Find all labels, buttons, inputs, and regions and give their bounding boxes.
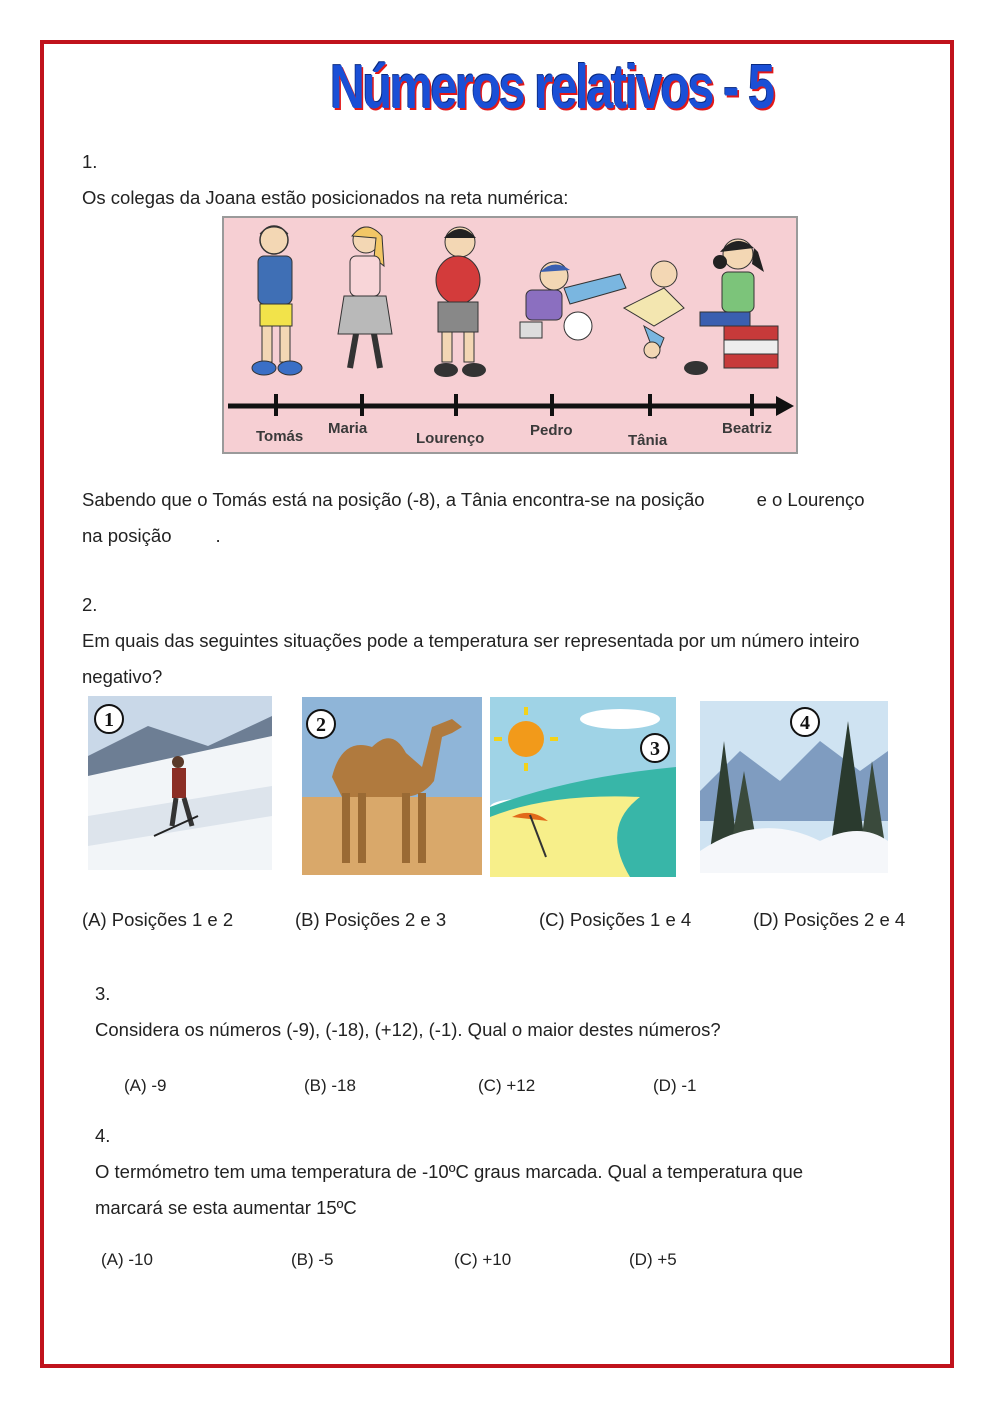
q1-statement-d: . — [215, 525, 221, 546]
q4-option-b[interactable]: (B) -5 — [291, 1250, 334, 1269]
q1-statement-line1 — [82, 482, 865, 518]
q4-number: 4. — [95, 1125, 111, 1146]
q3-option-b[interactable]: (B) -18 — [304, 1076, 356, 1095]
q2-option-b[interactable]: (B) Posições 2 e 3 — [295, 909, 447, 930]
badge-2: 2 — [306, 709, 336, 739]
q2-prompt-line2: negativo? — [82, 666, 163, 687]
badge-1: 1 — [94, 704, 124, 734]
label-tania: Tânia — [628, 432, 668, 449]
q3-prompt: Considera os números (-9), (-18), (+12), (-1). Qual o maior destes números? — [95, 1019, 721, 1040]
badge-3: 3 — [640, 733, 670, 763]
character-beatriz — [684, 239, 778, 375]
picture-beach — [490, 697, 676, 877]
q3-option-d[interactable]: (D) -1 — [653, 1076, 697, 1095]
q1-statement-c: na posição — [82, 525, 172, 546]
q1-number: 1. — [82, 151, 98, 172]
picture-snow-forest — [700, 701, 888, 873]
number-line-illustration — [222, 216, 798, 454]
q4-prompt-line2: marcará se esta aumentar 15ºC — [95, 1197, 357, 1218]
q4-option-c[interactable]: (C) +10 — [454, 1250, 512, 1269]
label-maria: Maria — [328, 420, 368, 437]
q1-statement-a: Sabendo que o Tomás está na posição (-8), a Tânia encontra-se na posição — [82, 489, 705, 510]
picture-camel — [302, 697, 482, 875]
character-tomas — [252, 226, 302, 375]
q2-option-a[interactable]: (A) Posições 1 e 2 — [82, 909, 234, 930]
character-lourenco — [434, 227, 486, 377]
q1-statement-line2 — [82, 518, 221, 554]
picture-skier — [88, 696, 272, 870]
q2-option-d[interactable]: (D) Posições 2 e 4 — [753, 909, 906, 930]
number-line-figure — [224, 218, 796, 452]
character-maria — [338, 227, 392, 368]
q4-option-d[interactable]: (D) +5 — [629, 1250, 677, 1269]
q4-prompt-line1: O termómetro tem uma temperatura de -10ºC graus marcada. Qual a temperatura que — [95, 1161, 804, 1182]
label-beatriz: Beatriz — [722, 420, 773, 437]
label-tomas: Tomás — [256, 428, 304, 445]
label-lourenco: Lourenço — [416, 430, 485, 447]
q3-option-c[interactable]: (C) +12 — [478, 1076, 536, 1095]
label-pedro: Pedro — [530, 422, 573, 439]
q2-prompt-line1: Em quais das seguintes situações pode a temperatura ser representada por um número inteiro — [82, 630, 860, 651]
q1-prompt: Os colegas da Joana estão posicionados na reta numérica: — [82, 187, 569, 208]
number-line-arrow — [776, 396, 794, 416]
character-pedro — [520, 262, 626, 340]
page-title: Números relativos - 5 — [330, 53, 773, 122]
q3-option-a[interactable]: (A) -9 — [124, 1076, 167, 1095]
beach-illustration — [490, 697, 676, 877]
badge-4: 4 — [790, 707, 820, 737]
q2-number: 2. — [82, 594, 98, 615]
character-tania — [624, 261, 684, 358]
q2-option-c[interactable]: (C) Posições 1 e 4 — [539, 909, 692, 930]
q4-option-a[interactable]: (A) -10 — [101, 1250, 153, 1269]
q1-statement-b: e o Lourenço — [756, 489, 865, 510]
q3-number: 3. — [95, 983, 111, 1004]
